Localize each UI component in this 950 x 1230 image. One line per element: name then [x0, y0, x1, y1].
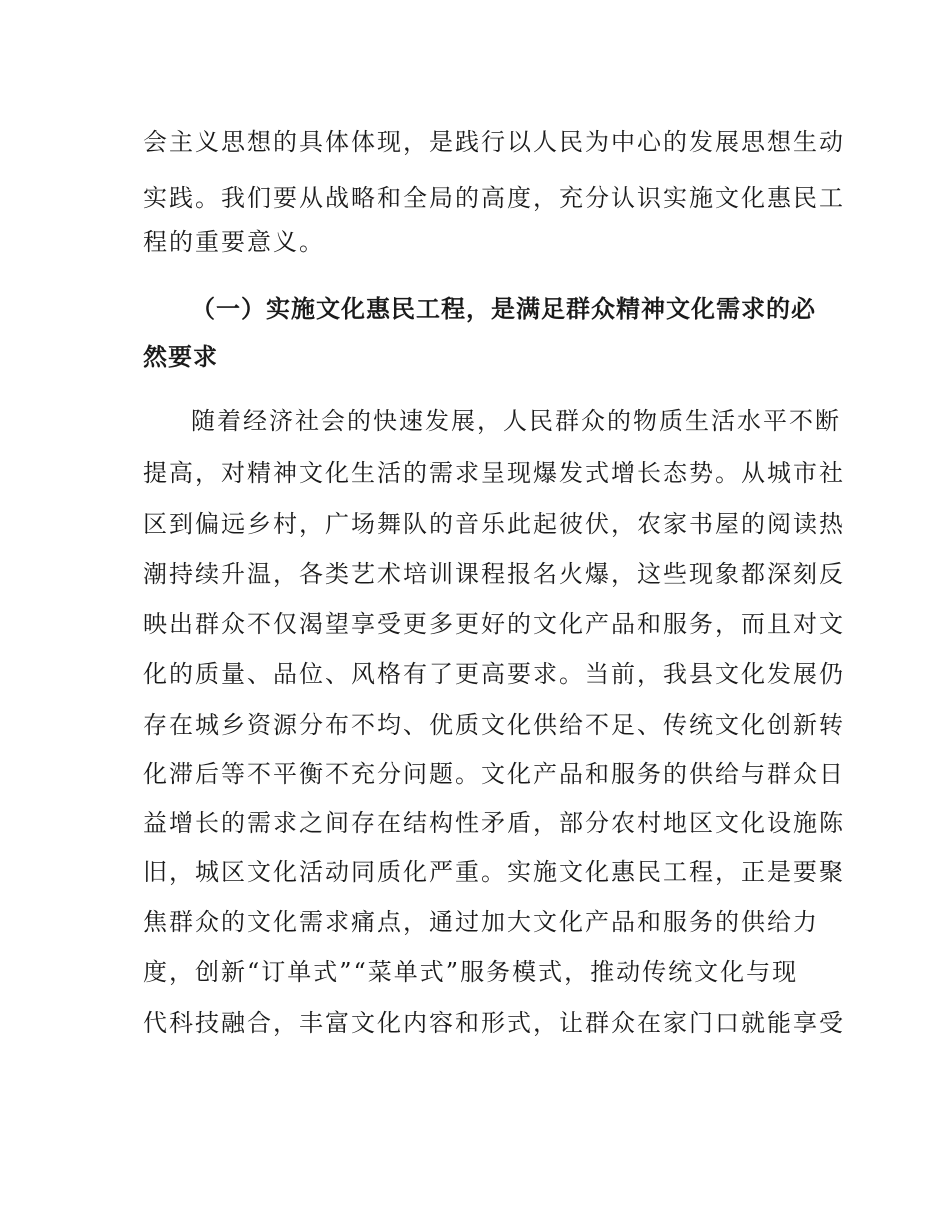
section-heading: （一）实施文化惠民工程，是满足群众精神文化需求的必 — [191, 295, 816, 323]
paragraph-line: 映出群众不仅渴望享受更多更好的文化产品和服务，而且对文 — [143, 610, 845, 638]
paragraph-line: 随着经济社会的快速发展，人民群众的物质生活水平不断 — [191, 407, 841, 435]
intro-line: 实践。我们要从战略和全局的高度，充分认识实施文化惠民工 — [143, 184, 845, 212]
section-heading-continued: 然要求 — [143, 343, 218, 371]
paragraph-line: 潮持续升温，各类艺术培训课程报名火爆，这些现象都深刻反 — [143, 560, 845, 588]
paragraph-line: 化滞后等不平衡不充分问题。文化产品和服务的供给与群众日 — [143, 760, 845, 788]
intro-line: 会主义思想的具体体现，是践行以人民为中心的发展思想生动 — [143, 128, 845, 156]
paragraph-line: 区到偏远乡村，广场舞队的音乐此起彼伏，农家书屋的阅读热 — [143, 510, 845, 538]
paragraph-line: 代科技融合，丰富文化内容和形式，让群众在家门口就能享受 — [143, 1009, 845, 1037]
paragraph-line: 存在城乡资源分布不均、优质文化供给不足、传统文化创新转 — [143, 711, 845, 739]
paragraph-line: 提高，对精神文化生活的需求呈现爆发式增长态势。从城市社 — [143, 459, 845, 487]
intro-line: 程的重要意义。 — [143, 228, 325, 256]
paragraph-line: 旧，城区文化活动同质化严重。实施文化惠民工程，正是要聚 — [143, 858, 845, 886]
paragraph-line: 益增长的需求之间存在结构性矛盾，部分农村地区文化设施陈 — [143, 809, 845, 837]
paragraph-line: 度，创新“订单式”“菜单式”服务模式，推动传统文化与现 — [143, 958, 799, 986]
paragraph-line: 焦群众的文化需求痛点，通过加大文化产品和服务的供给力 — [143, 908, 819, 936]
paragraph-line: 化的质量、品位、风格有了更高要求。当前，我县文化发展仍 — [143, 660, 845, 688]
